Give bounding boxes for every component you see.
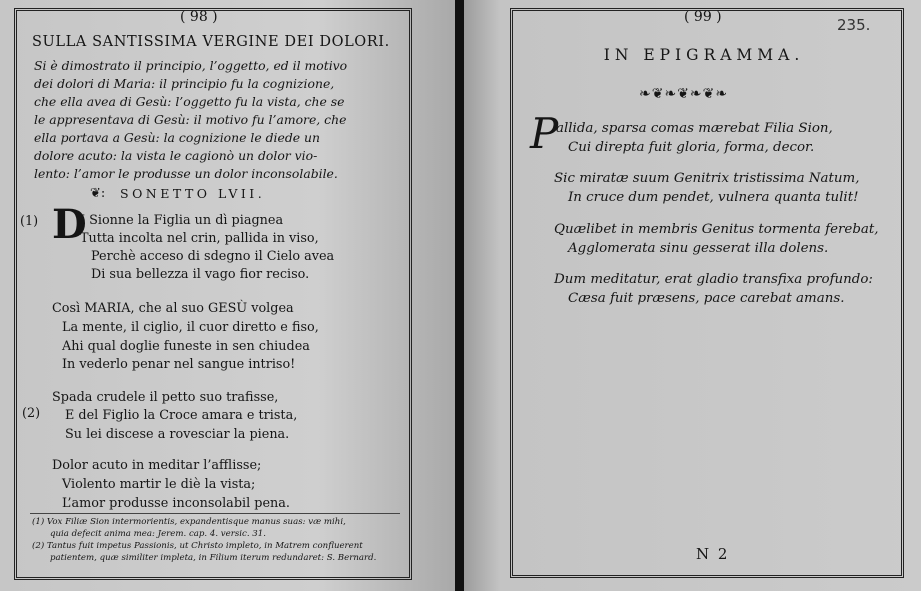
epigram-line: allida, sparsa comas mærebat Filia Sion,: [556, 121, 833, 136]
left-page: [0, 0, 455, 591]
left-page-number: ( 98 ): [180, 9, 218, 25]
drop-cap-letter: D: [52, 201, 87, 248]
verse-line: E del Figlio la Croce amara e trista,: [65, 408, 298, 423]
sonetto-ornament: ❦:: [90, 186, 106, 201]
footnote-line: quia defecit anima mea: Jerem. cap. 4. versic. 31.: [50, 529, 266, 539]
floral-ornament: ❧❦❧❦❧❦❧: [639, 86, 729, 102]
sonetto-heading: SONETTO LVII.: [120, 186, 266, 201]
verse-line: Tutta incolta nel crin, pallida in viso,: [80, 231, 319, 246]
intro-line: ella portava a Gesù: la cognizione le diede un: [34, 130, 320, 145]
drop-cap-letter: P: [530, 109, 559, 158]
handwritten-page-number: 235.: [837, 16, 871, 34]
footnote-marker-1: (1): [20, 214, 39, 229]
right-page-title: IN EPIGRAMMA.: [603, 46, 805, 64]
verse-line: Perchè acceso di sdegno il Cielo avea: [91, 249, 335, 264]
verse-line: Così MARIA, che al suo GESÙ volgea: [52, 301, 294, 316]
right-page: [464, 0, 921, 591]
verse-line: L’amor produsse inconsolabil pena.: [62, 496, 290, 511]
intro-line: dolore acuto: la vista le cagionò un dolor vio-: [34, 148, 318, 163]
verse-line: Di sua bellezza il vago fior reciso.: [91, 267, 310, 282]
verse-line: Dolor acuto in meditar l’afflisse;: [52, 458, 262, 473]
left-page-title: SULLA SANTISSIMA VERGINE DEI DOLORI.: [32, 34, 390, 50]
epigram-line: Cui direpta fuit gloria, forma, decor.: [568, 140, 815, 155]
epigram-line: Cæsa fuit præsens, pace carebat amans.: [568, 291, 845, 306]
verse-line: Ahi qual doglie funeste in sen chiudea: [62, 339, 310, 354]
epigram-line: In cruce dum pendet, vulnera quanta tulit!: [568, 190, 859, 205]
epigram-line: Dum meditatur, erat gladio transfixa profundo:: [554, 272, 873, 287]
verse-line: Su lei discese a rovesciar la piena.: [65, 427, 290, 442]
epigram-line: Quælibet in membris Genitus tormenta ferebat,: [554, 222, 879, 237]
verse-line: La mente, il ciglio, il cuor diretto e fiso,: [62, 320, 319, 335]
footnote-line: (1) Vox Filiæ Sion intermorientis, expandentisque manus suas: væ mihi,: [32, 517, 346, 527]
footnote-marker-2: (2): [22, 406, 41, 421]
verse-line: Violento martir le diè la vista;: [62, 477, 256, 492]
right-page-number: ( 99 ): [684, 9, 722, 25]
epigram-line: Sic miratæ suum Genitrix tristissima Natum,: [554, 171, 860, 186]
verse-line: In vederlo penar nel sangue intriso!: [62, 357, 296, 372]
epigram-line: Agglomerata sinu gesserat illa dolens.: [568, 241, 829, 256]
book-gutter: [455, 0, 464, 591]
footnote-rule: [30, 513, 400, 514]
intro-line: le appresentava di Gesù: il motivo fu l’amore, che: [34, 112, 347, 127]
footnote-line: patientem, quæ similiter impleta, in Filium iterum redundaret: S. Bernard.: [50, 553, 377, 563]
footnote-line: (2) Tantus fuit impetus Passionis, ut Christo impleto, in Matrem confluerent: [32, 541, 363, 551]
intro-line: lento: l’amor le produsse un dolor inconsolabile.: [34, 166, 338, 181]
verse-line: I Sionne la Figlia un dì piagnea: [80, 213, 284, 228]
verse-line: Spada crudele il petto suo trafisse,: [52, 390, 279, 405]
signature-mark: N 2: [696, 545, 730, 563]
intro-line: dei dolori di Maria: il principio fu la cognizione,: [34, 76, 335, 91]
intro-line: che ella avea di Gesù: l’oggetto fu la vista, che se: [34, 94, 345, 109]
intro-line: Si è dimostrato il principio, l’oggetto, ed il motivo: [34, 58, 348, 73]
